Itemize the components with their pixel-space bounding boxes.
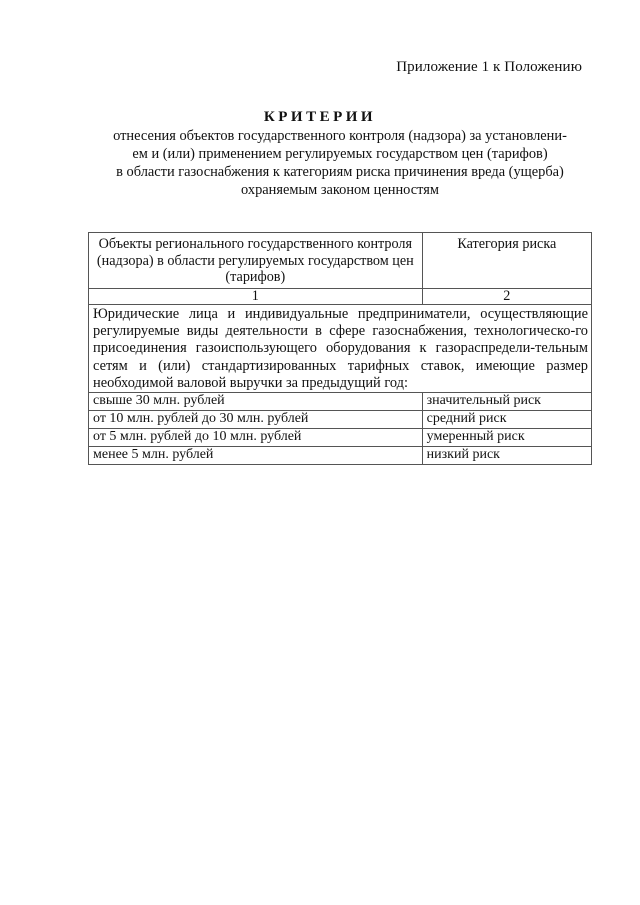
document-title: КРИТЕРИИ [263,109,377,125]
header-objects: Объекты регионального государственного контроля (надзора) в области регулируемых государством цен (тарифов) [89,233,423,289]
subtitle-line: ем и (или) применением регулируемых государством цен (тарифов) [132,146,548,162]
risk-category: значительный риск [422,393,591,411]
subtitle-line: отнесения объектов государственного контроля (надзора) за установлени- [113,128,567,144]
table-row [89,429,592,447]
revenue-range: от 5 млн. рублей до 10 млн. рублей [89,429,423,447]
risk-category: низкий риск [422,447,591,465]
column-number: 2 [422,289,591,305]
revenue-range: менее 5 млн. рублей [89,447,423,465]
header-risk-category: Категория риска [422,233,591,289]
risk-category: умеренный риск [422,429,591,447]
table-row [89,393,592,411]
table-row [89,411,592,429]
risk-category: средний риск [422,411,591,429]
table-header-row [89,233,592,289]
column-number-row [89,289,592,305]
revenue-range: от 10 млн. рублей до 30 млн. рублей [89,411,423,429]
document-subtitle [90,127,590,199]
appendix-reference: Приложение 1 к Положению [396,59,582,75]
description-row [89,305,592,393]
subtitle-line: в области газоснабжения к категориям риска причинения вреда (ущерба) [116,164,564,180]
column-number: 1 [89,289,423,305]
criteria-description: Юридические лица и индивидуальные предприниматели, осуществляющие регулируемые виды деятельности в сфере газоснабжения, технологическо-го присоединения газоиспользующего оборудования к газораспредели-тельным сетям и (или) стандартизированных тарифных ставок, имеющие размер необходимой валовой выручки за предыдущий год: [89,305,592,393]
criteria-table [88,232,592,465]
subtitle-line: охраняемым законом ценностям [241,182,439,198]
table-row [89,447,592,465]
revenue-range: свыше 30 млн. рублей [89,393,423,411]
